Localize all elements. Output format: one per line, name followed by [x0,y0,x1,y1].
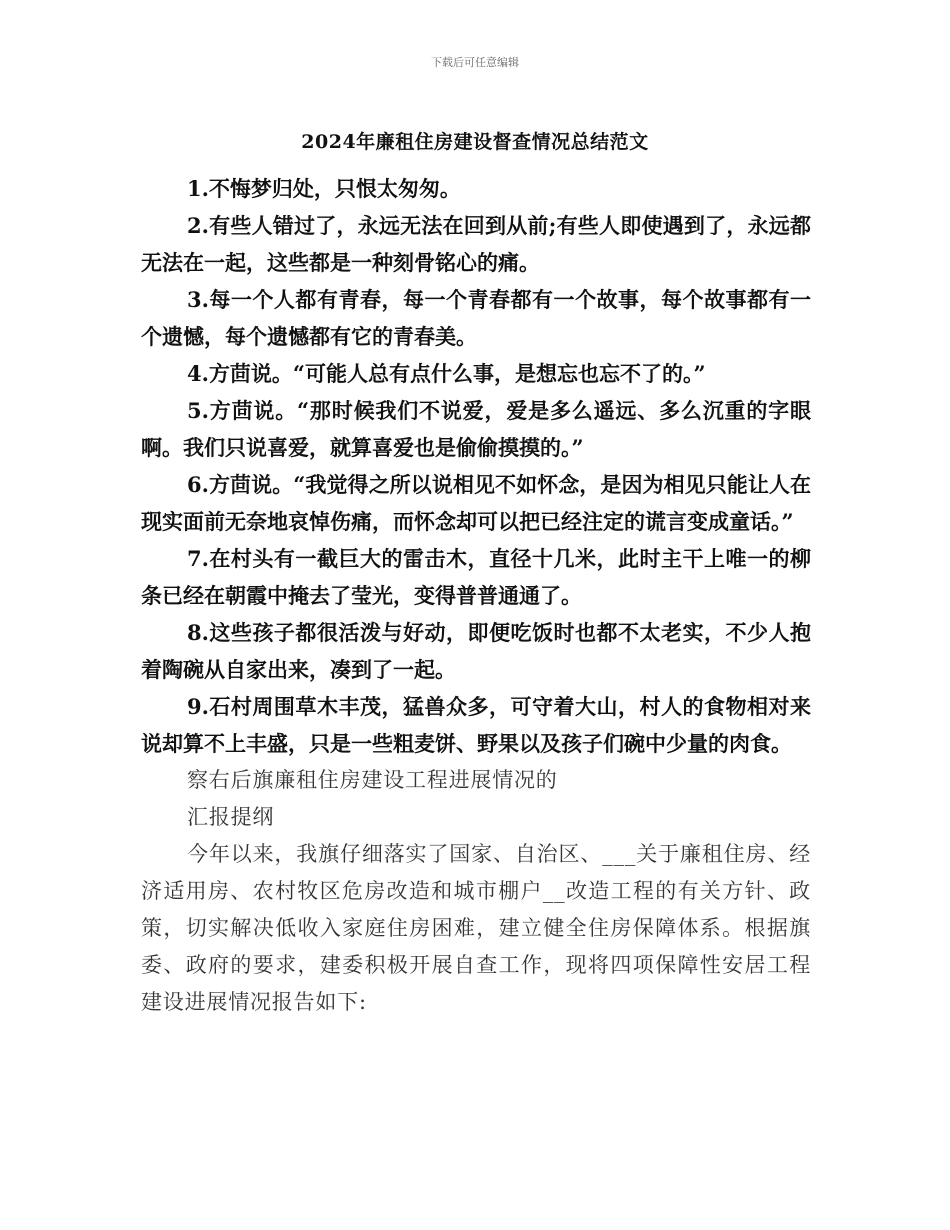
paragraph-2: 2.有些人错过了，永远无法在回到从前;有些人即使遇到了，永远都无法在一起，这些都是一种刻骨铭心的痛。 [141,213,811,275]
paragraph-4: 4.方茴说。“可能人总有点什么事，是想忘也忘不了的。” [187,361,706,386]
paragraph-3: 3.每一个人都有青春，每一个青春都有一个故事，每个故事都有一个遗憾，每个遗憾都有它的青春美。 [141,287,811,349]
document-title: 2024年廉租住房建设督查情况总结范文 [301,131,649,153]
paragraph-1: 1.不悔梦归处，只恨太匆匆。 [187,176,461,201]
paragraph-9: 9.石村周围草木丰茂，猛兽众多，可守着大山，村人的食物相对来说却算不上丰盛，只是一些粗麦饼、野果以及孩子们碗中少量的肉食。 [141,694,811,756]
paragraph-6: 6.方茴说。“我觉得之所以说相见不如怀念，是因为相见只能让人在现实面前无奈地哀悼伤痛，而怀念却可以把已经注定的谎言变成童话。” [141,472,811,534]
paragraph-5: 5.方茴说。“那时候我们不说爱，爱是多么遥远、多么沉重的字眼啊。我们只说喜爱，就算喜爱也是偷偷摸摸的。” [141,398,811,460]
paragraph-8: 8.这些孩子都很活泼与好动，即便吃饭时也都不太老实，不少人抱着陶碗从自家出来，凑到了一起。 [141,620,811,682]
report-intro-paragraph: 今年以来，我旗仔细落实了国家、自治区、___关于廉租住房、经济适用房、农村牧区危房改造和城市棚户__改造工程的有关方针、政策，切实解决低收入家庭住房困难，建立健全住房保障体系。根据旗委、政府的要求，建委积极开展自查工作，现将四项保障性安居工程建设进展情况报告如下: [141,842,811,1014]
paragraph-7: 7.在村头有一截巨大的雷击木，直径十几米，此时主干上唯一的柳条已经在朝霞中掩去了莹光，变得普普通通了。 [141,546,811,608]
header-note: 下载后可任意编辑 [431,56,519,69]
document-body [141,170,811,1021]
report-heading-line-2: 汇报提纲 [187,805,275,829]
report-heading-line-1: 察右后旗廉租住房建设工程进展情况的 [187,768,558,792]
